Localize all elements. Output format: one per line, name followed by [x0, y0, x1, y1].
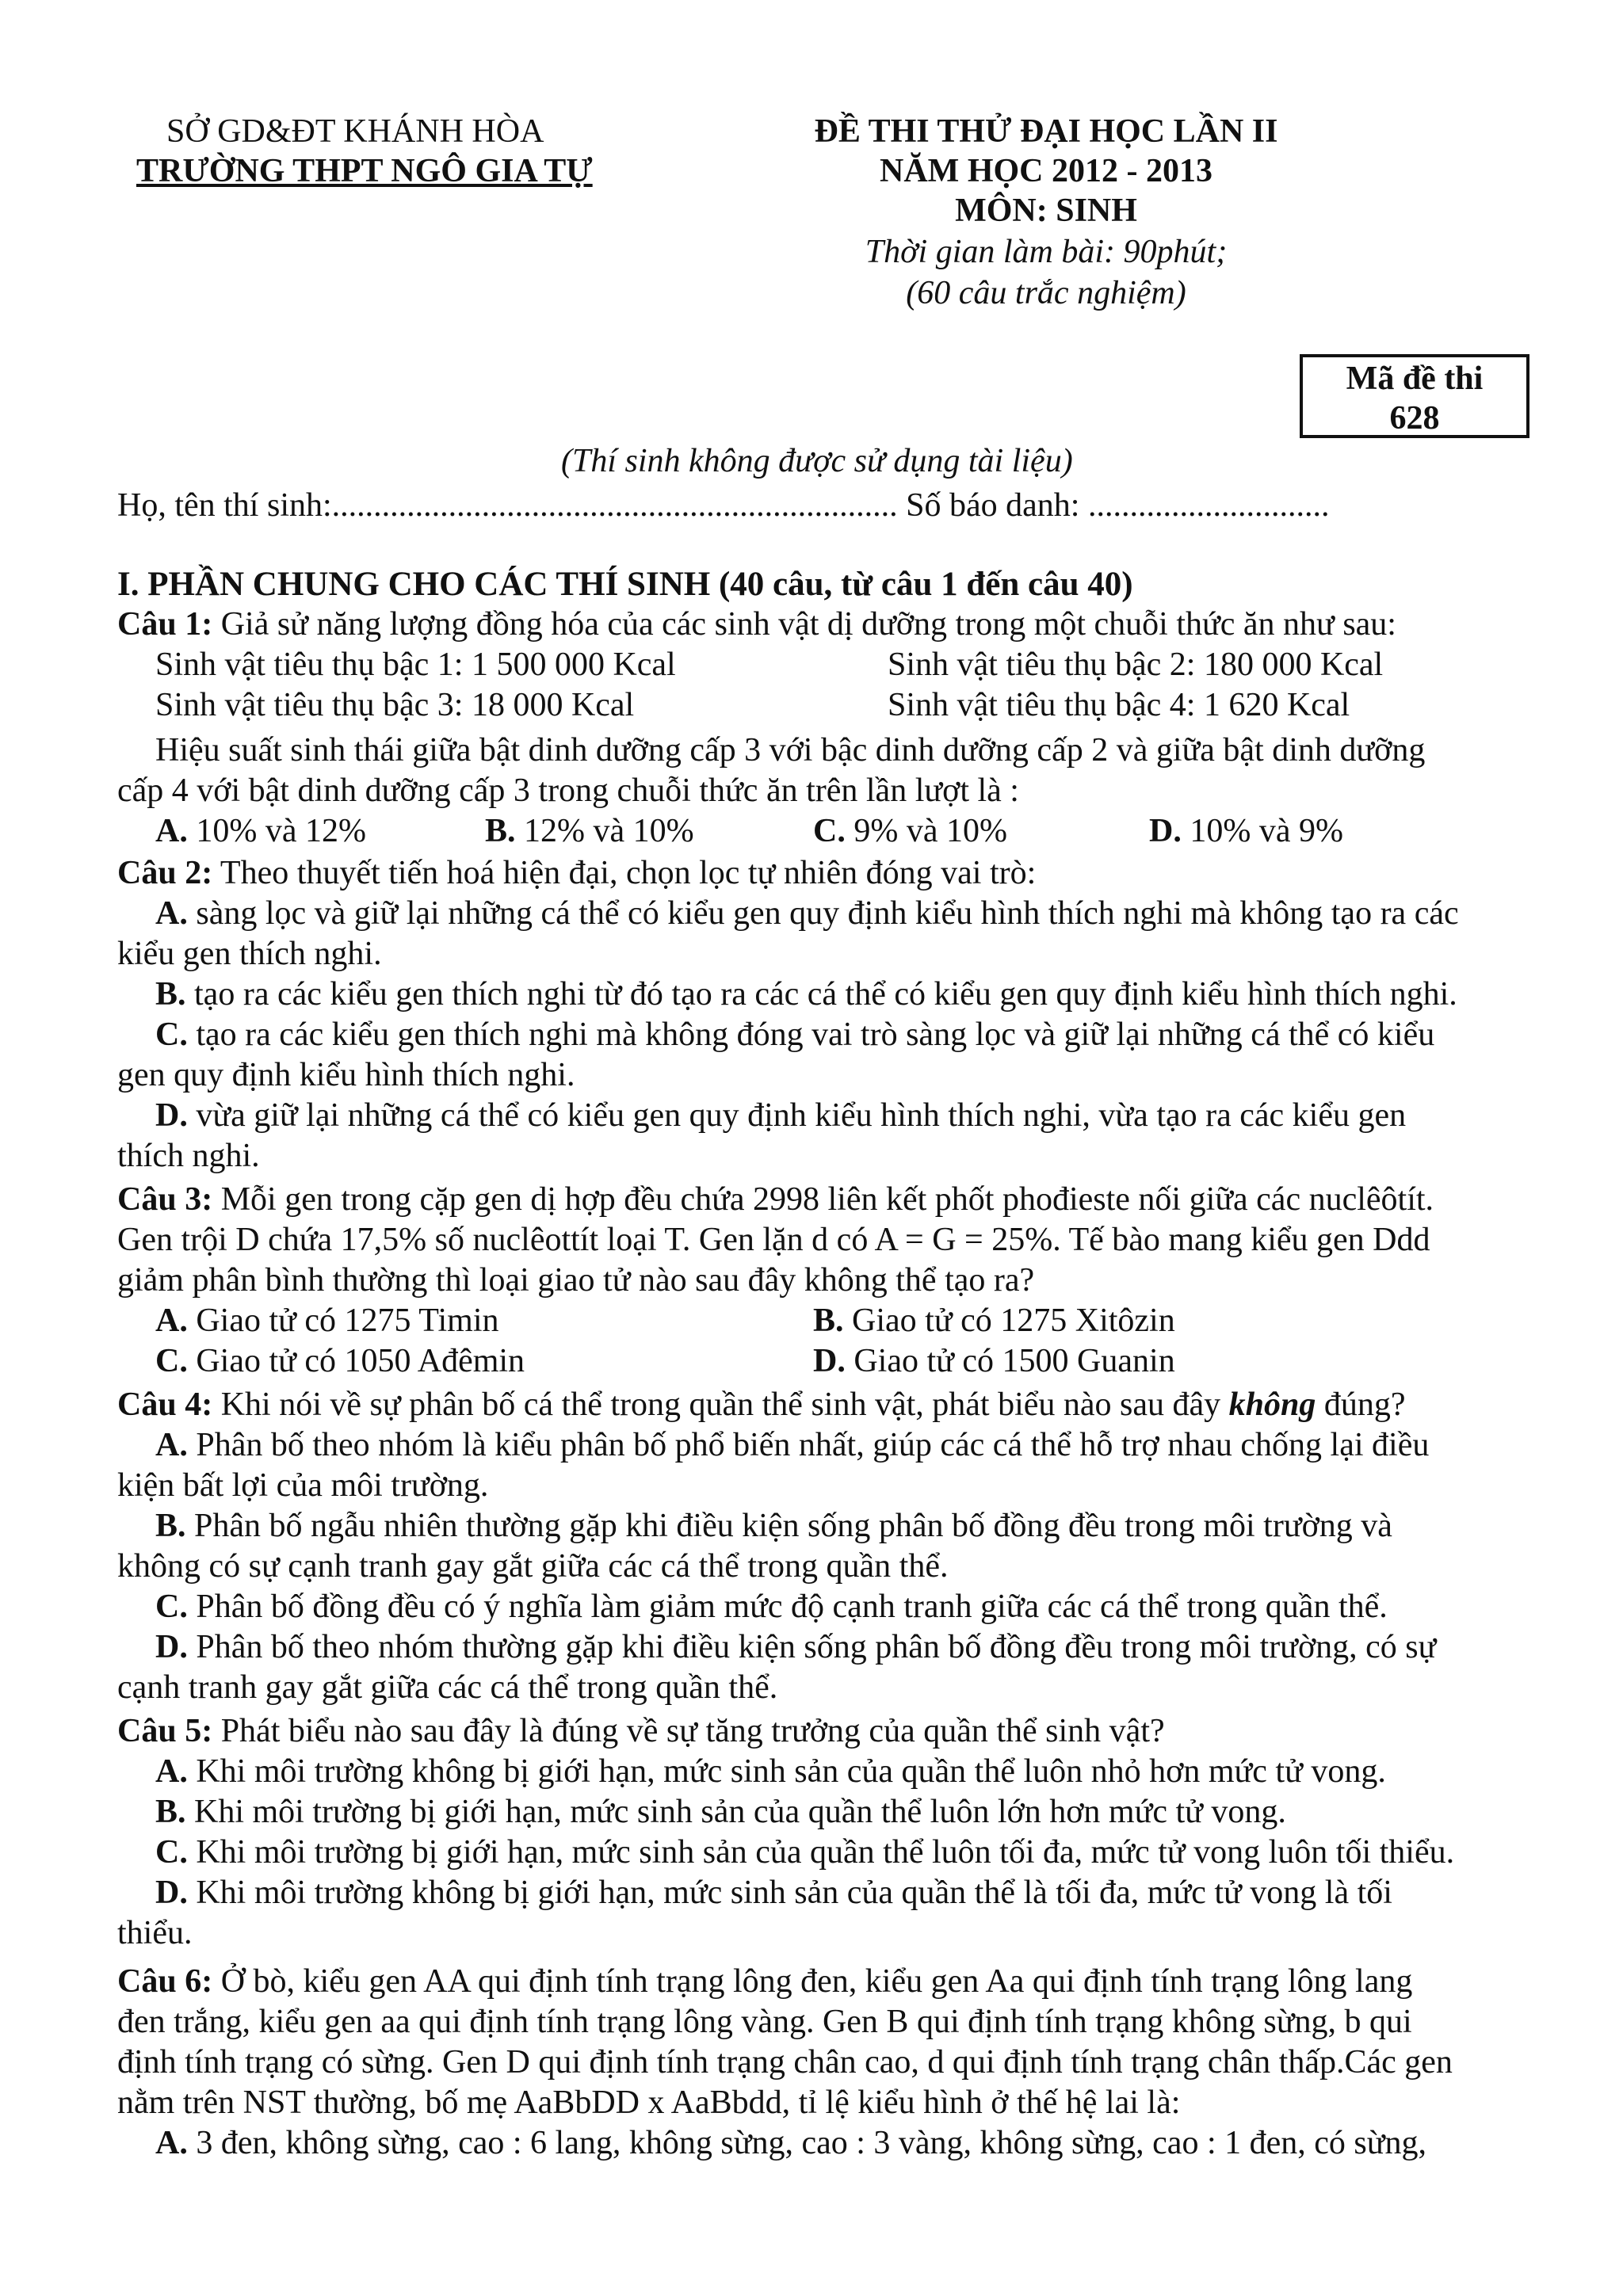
- question-2: [117, 853, 1553, 894]
- question-4: Câu 4: Khi nói về sự phân bố cá thể trong quần thể sinh vật, phát biểu nào sau đây không đúng?: [117, 1386, 1406, 1423]
- question-label: Câu 3:: [117, 1181, 213, 1218]
- option-a[interactable]: A. Khi môi trường không bị giới hạn, mức sinh sản của quần thể luôn nhỏ hơn mức tử vong.: [155, 1753, 1386, 1790]
- option-c[interactable]: C. 9% và 10%: [813, 813, 1007, 849]
- q6-text-3: định tính trạng có sừng. Gen D qui định tính trạng chân cao, d qui định tính trạng chân thấp.Các gen: [117, 2044, 1453, 2081]
- q1-levels-row-2: [117, 685, 1553, 726]
- q1-level-2: Sinh vật tiêu thụ bậc 2: 180 000 Kcal: [888, 646, 1384, 683]
- time-allowed: Thời gian làm bài: 90phút;: [865, 234, 1228, 270]
- option-d[interactable]: D. 10% và 9%: [1149, 813, 1343, 849]
- negation-word: không: [1228, 1386, 1316, 1423]
- q1-level-1: Sinh vật tiêu thụ bậc 1: 1 500 000 Kcal: [155, 646, 676, 683]
- exam-title: ĐỀ THI THỬ ĐẠI HỌC LẦN II: [814, 113, 1278, 150]
- department-name: SỞ GD&ĐT KHÁNH HÒA: [166, 113, 544, 150]
- option-d[interactable]: D. Phân bố theo nhóm thường gặp khi điều kiện sống phân bố đồng đều trong môi trường, có sự: [155, 1629, 1437, 1665]
- option-b[interactable]: B. Giao tử có 1275 Xitôzin: [813, 1302, 1175, 1339]
- option-b[interactable]: B. 12% và 10%: [485, 813, 694, 849]
- question-label: Câu 6:: [117, 1963, 213, 2000]
- exam-body: [117, 564, 1553, 2164]
- question-label: Câu 2:: [117, 855, 213, 891]
- question-label: Câu 5:: [117, 1713, 213, 1749]
- question-6: Câu 6: Ở bò, kiểu gen AA qui định tính trạng lông đen, kiểu gen Aa qui định tính trạng lông lang: [117, 1963, 1413, 2000]
- option-b[interactable]: B. tạo ra các kiểu gen thích nghi từ đó tạo ra các cá thể có kiểu gen quy định kiểu hình thích nghi.: [155, 976, 1457, 1013]
- q6-text-2: đen trắng, kiểu gen aa qui định tính trạng lông vàng. Gen B qui định tính trạng không sừng, b qui: [117, 2004, 1412, 2040]
- option-d[interactable]: D. Giao tử có 1500 Guanin: [813, 1343, 1175, 1379]
- candidate-info-line: Họ, tên thí sinh:.................................................................... Số báo danh: .............................: [117, 487, 1330, 524]
- option-c[interactable]: C. tạo ra các kiểu gen thích nghi mà không đóng vai trò sàng lọc và giữ lại những cá thể có kiểu: [155, 1016, 1435, 1053]
- option-d-cont: thích nghi.: [117, 1138, 260, 1174]
- option-c-cont: gen quy định kiểu hình thích nghi.: [117, 1057, 575, 1093]
- exam-code-label: Mã đề thi: [1346, 360, 1484, 397]
- option-c[interactable]: C. Khi môi trường bị giới hạn, mức sinh sản của quần thể luôn tối đa, mức tử vong luôn tối thiểu.: [155, 1834, 1455, 1871]
- section-title: I. PHẦN CHUNG CHO CÁC THÍ SINH (40 câu, từ câu 1 đến câu 40): [117, 566, 1133, 603]
- subject: MÔN: SINH: [955, 193, 1137, 229]
- option-a[interactable]: A. Phân bố theo nhóm là kiểu phân bố phổ biến nhất, giúp các cá thể hỗ trợ nhau chống lại điều: [155, 1427, 1430, 1463]
- question-count: (60 câu trắc nghiệm): [906, 275, 1186, 311]
- option-d-cont: thiểu.: [117, 1915, 193, 1951]
- school-year: NĂM HỌC 2012 - 2013: [880, 153, 1212, 189]
- q1-levels-row-1: [117, 645, 1553, 685]
- option-a[interactable]: A. sàng lọc và giữ lại những cá thể có kiểu gen quy định kiểu hình thích nghi mà không tạo ra các: [155, 895, 1459, 932]
- option-b-cont: không có sự cạnh tranh gay gắt giữa các cá thể trong quần thể.: [117, 1548, 949, 1585]
- question-1: [117, 605, 1553, 645]
- q3-options-row-1: [117, 1301, 1553, 1341]
- q1-para-line-1: Hiệu suất sinh thái giữa bật dinh dưỡng cấp 3 với bậc dinh dưỡng cấp 2 và giữa bật dinh dưỡng: [155, 732, 1426, 769]
- question-label: Câu 1:: [117, 606, 213, 643]
- option-b[interactable]: B. Khi môi trường bị giới hạn, mức sinh sản của quần thể luôn lớn hơn mức tử vong.: [155, 1794, 1286, 1830]
- option-a[interactable]: A. Giao tử có 1275 Timin: [155, 1302, 499, 1339]
- question-3: Câu 3: Mỗi gen trong cặp gen dị hợp đều chứa 2998 liên kết phốt phođieste nối giữa các nuclêôtít.: [117, 1181, 1434, 1218]
- option-a[interactable]: A. 3 đen, không sừng, cao : 6 lang, không sừng, cao : 3 vàng, không sừng, cao : 1 đen, có sừng,: [155, 2125, 1427, 2161]
- question-text: Theo thuyết tiến hoá hiện đại, chọn lọc tự nhiên đóng vai trò:: [212, 855, 1037, 891]
- q3-text-2: Gen trội D chứa 17,5% số nuclêottít loại T. Gen lặn d có A = G = 25%. Tế bào mang kiểu gen Ddd: [117, 1222, 1430, 1258]
- option-c[interactable]: C. Phân bố đồng đều có ý nghĩa làm giảm mức độ cạnh tranh giữa các cá thể trong quần thể.: [155, 1589, 1388, 1625]
- materials-notice: (Thí sinh không được sử dụng tài liệu): [561, 443, 1073, 479]
- option-d[interactable]: D. vừa giữ lại những cá thể có kiểu gen quy định kiểu hình thích nghi, vừa tạo ra các kiểu gen: [155, 1097, 1407, 1134]
- exam-code-box: [1300, 354, 1529, 438]
- q6-text-4: nằm trên NST thường, bố mẹ AaBbDD x AaBbdd, tỉ lệ kiểu hình ở thế hệ lai là:: [117, 2084, 1181, 2121]
- option-d[interactable]: D. Khi môi trường không bị giới hạn, mức sinh sản của quần thể là tối đa, mức tử vong là tối: [155, 1875, 1392, 1911]
- option-b[interactable]: B. Phân bố ngẫu nhiên thường gặp khi điều kiện sống phân bố đồng đều trong môi trường và: [155, 1508, 1392, 1544]
- q3-options-row-2: [117, 1341, 1553, 1382]
- q1-options: [117, 811, 1553, 852]
- q3-text-3: giảm phân bình thường thì loại giao tử nào sau đây không thể tạo ra?: [117, 1262, 1035, 1299]
- exam-code-value: 628: [1389, 400, 1440, 437]
- option-c[interactable]: C. Giao tử có 1050 Ađêmin: [155, 1343, 525, 1379]
- option-a[interactable]: A. 10% và 12%: [155, 813, 366, 849]
- school-name: TRƯỜNG THPT NGÔ GIA TỰ: [136, 153, 593, 189]
- option-a-cont: kiểu gen thích nghi.: [117, 936, 382, 972]
- option-a-cont: kiện bất lợi của môi trường.: [117, 1467, 489, 1504]
- question-label: Câu 4:: [117, 1386, 213, 1423]
- option-d-cont: cạnh tranh gay gắt giữa các cá thể trong quần thể.: [117, 1669, 778, 1706]
- q1-para-line-2: cấp 4 với bật dinh dưỡng cấp 3 trong chuỗi thức ăn trên lần lượt là :: [117, 772, 1019, 809]
- question-text: Giả sử năng lượng đồng hóa của các sinh vật dị dưỡng trong một chuỗi thức ăn như sau:: [212, 606, 1396, 643]
- question-5: Câu 5: Phát biểu nào sau đây là đúng về sự tăng trưởng của quần thể sinh vật?: [117, 1713, 1165, 1749]
- q1-level-4: Sinh vật tiêu thụ bậc 4: 1 620 Kcal: [888, 687, 1350, 723]
- q1-level-3: Sinh vật tiêu thụ bậc 3: 18 000 Kcal: [155, 687, 635, 723]
